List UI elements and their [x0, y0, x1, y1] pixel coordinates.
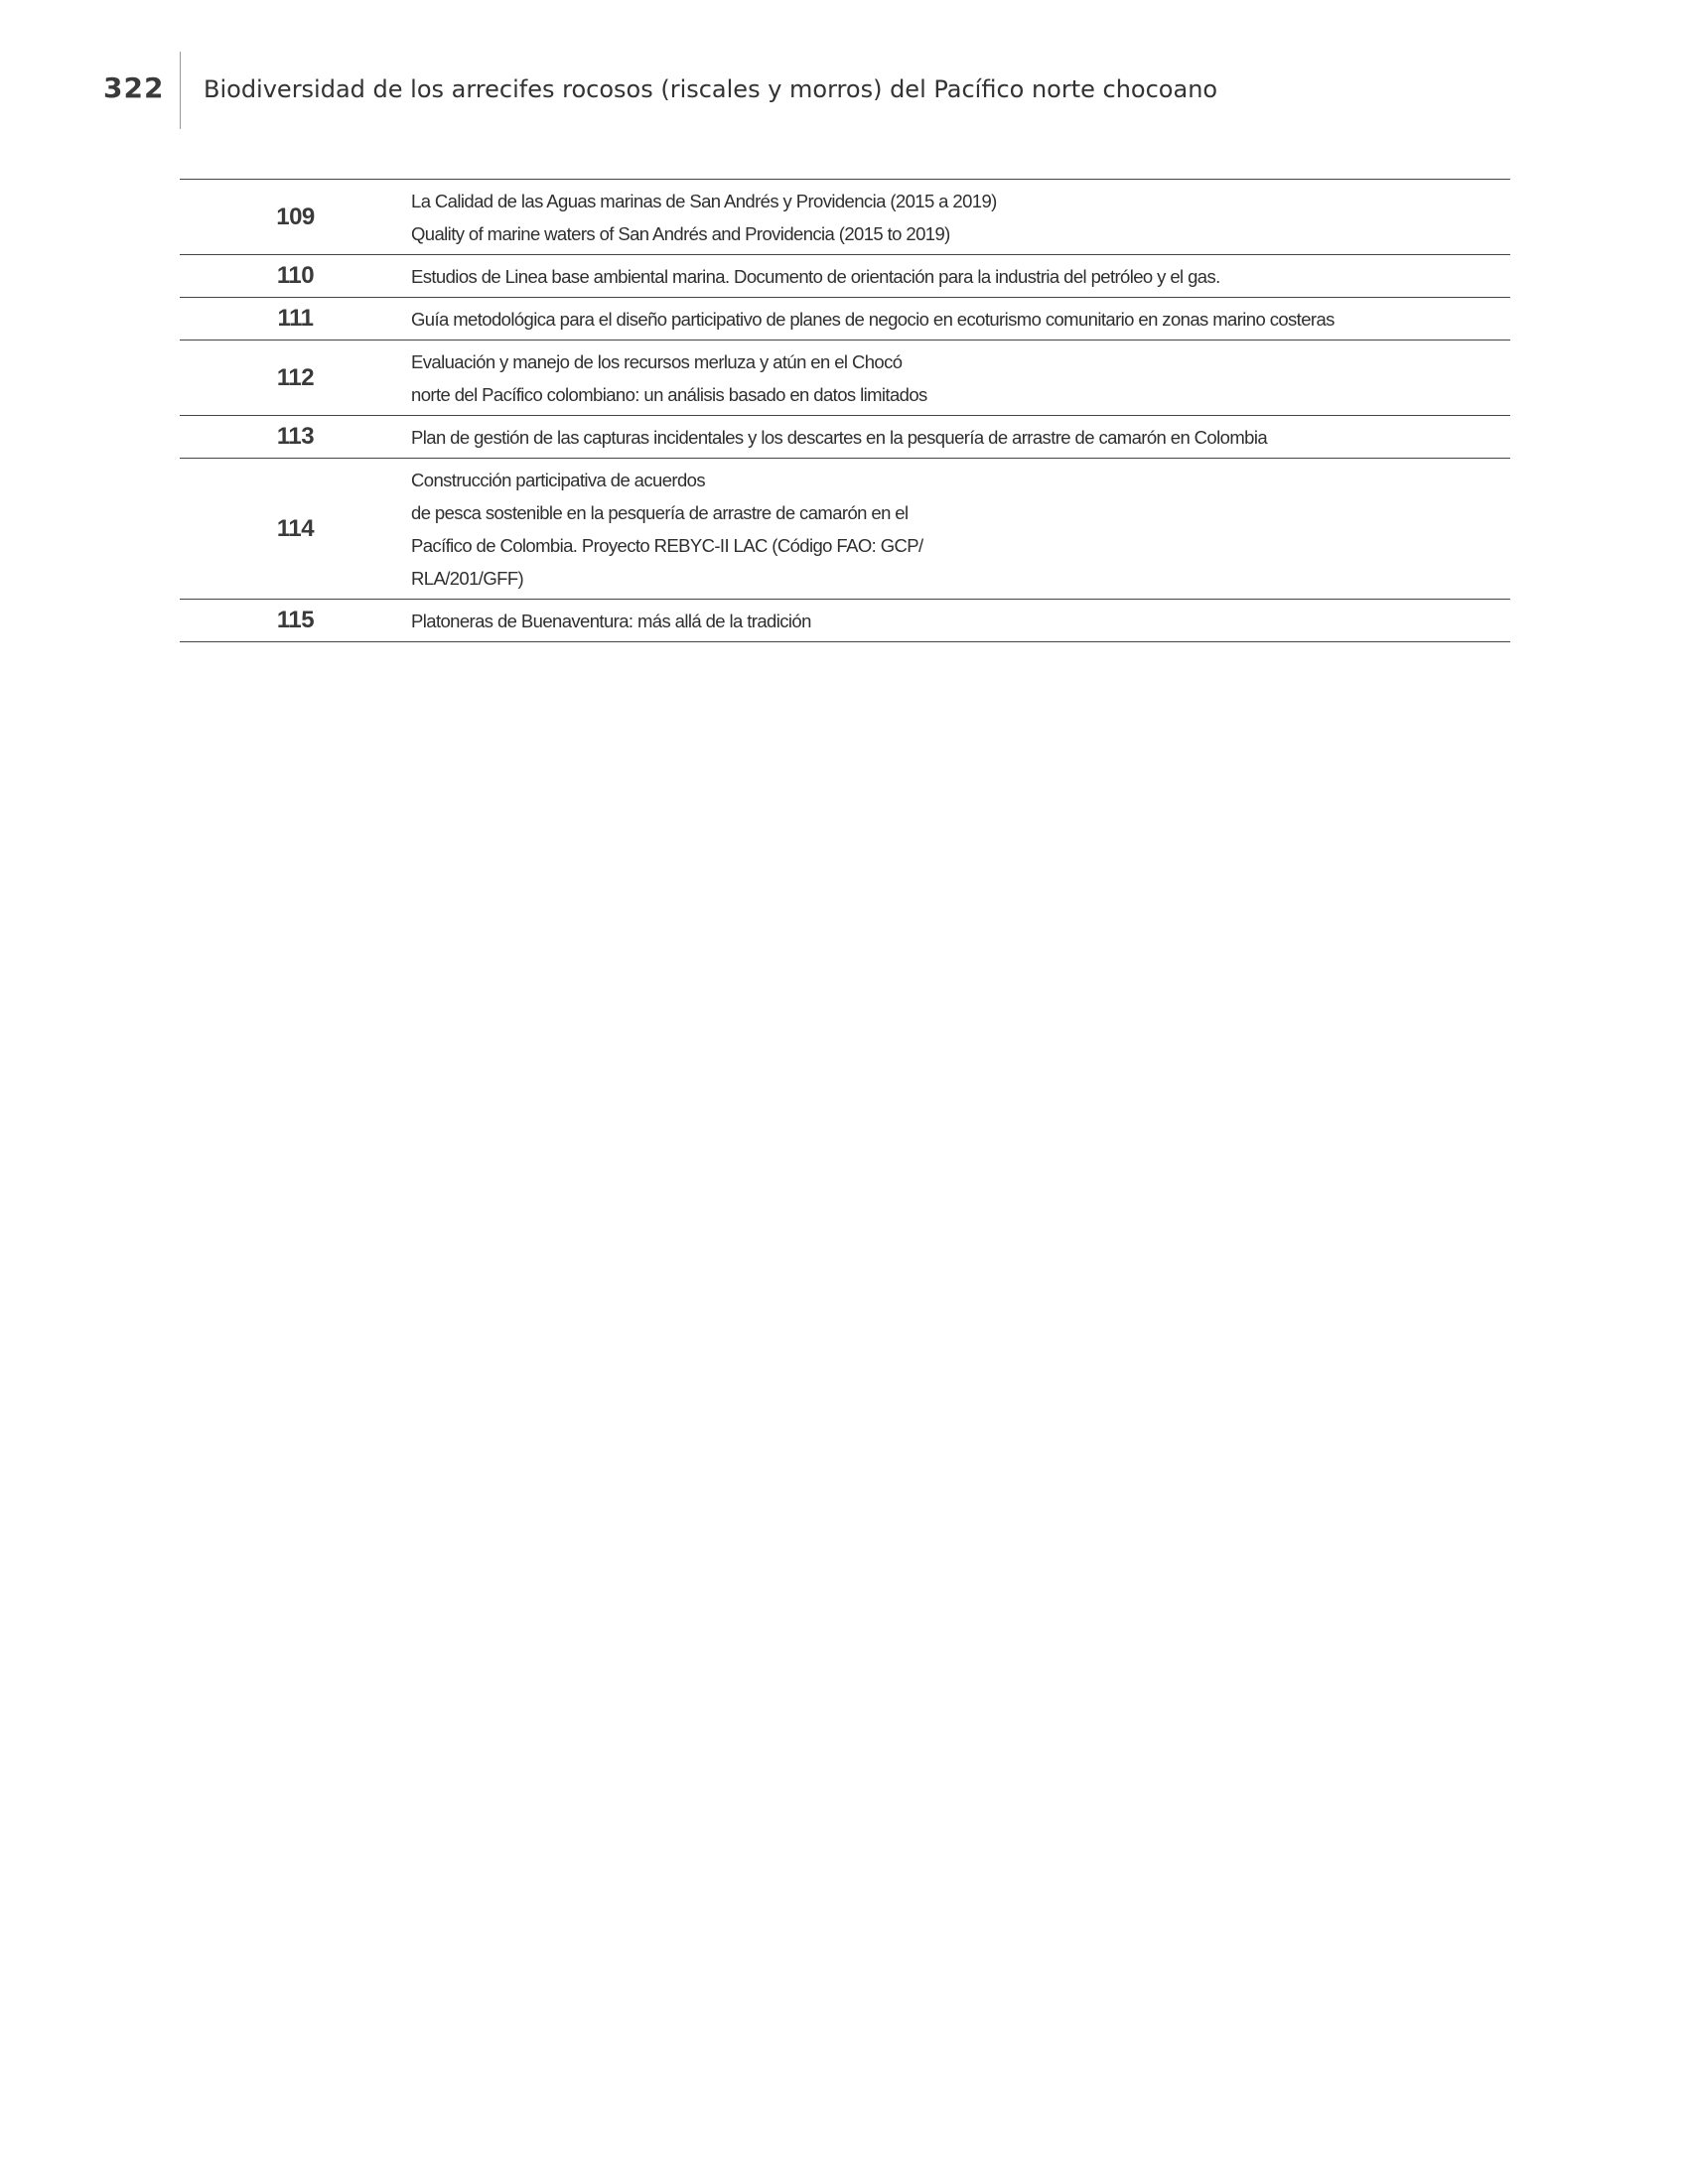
- reference-title: [411, 298, 1510, 341]
- reference-number: 115: [180, 600, 411, 642]
- reference-number: 112: [180, 341, 411, 416]
- table-row: [180, 298, 1510, 341]
- reference-number: 111: [180, 298, 411, 341]
- reference-title-line: Quality of marine waters of San Andrés and Providencia (2015 to 2019): [411, 223, 950, 244]
- reference-title: [411, 416, 1510, 459]
- reference-title-line: Estudios de Linea base ambiental marina. Documento de orientación para la industria del petróleo y el gas.: [411, 266, 1220, 287]
- reference-title-line: norte del Pacífico colombiano: un análisis basado en datos limitados: [411, 384, 927, 405]
- reference-title: [411, 255, 1510, 298]
- page-header: [0, 0, 1688, 139]
- reference-title-line: Pacífico de Colombia. Proyecto REBYC-II LAC (Código FAO: GCP/: [411, 535, 923, 556]
- table-row: [180, 459, 1510, 600]
- reference-number: 113: [180, 416, 411, 459]
- table-row: [180, 600, 1510, 642]
- reference-title-line: Platoneras de Buenaventura: más allá de la tradición: [411, 611, 811, 631]
- reference-number: 114: [180, 459, 411, 600]
- table-row: [180, 255, 1510, 298]
- reference-title: [411, 459, 1510, 600]
- reference-title-line: de pesca sostenible en la pesquería de arrastre de camarón en el: [411, 502, 909, 523]
- reference-number: 110: [180, 255, 411, 298]
- reference-title-line: Plan de gestión de las capturas incidentales y los descartes en la pesquería de arrastre de camarón en Colombia: [411, 427, 1268, 448]
- reference-title-line: Evaluación y manejo de los recursos merluza y atún en el Chocó: [411, 351, 903, 372]
- header-divider: [180, 52, 181, 129]
- reference-title-line: Construcción participativa de acuerdos: [411, 470, 705, 490]
- reference-number: 109: [180, 180, 411, 255]
- running-title: Biodiversidad de los arrecifes rocosos (riscales y morros) del Pacífico norte chocoano: [204, 75, 1218, 103]
- reference-table: [180, 179, 1510, 642]
- table-row: [180, 180, 1510, 255]
- table-row: [180, 416, 1510, 459]
- reference-title-line: RLA/201/GFF): [411, 568, 524, 589]
- reference-title-line: Guía metodológica para el diseño participativo de planes de negocio en ecoturismo comunitario en zonas marino costeras: [411, 309, 1335, 330]
- reference-title-line: La Calidad de las Aguas marinas de San Andrés y Providencia (2015 a 2019): [411, 191, 997, 211]
- reference-title: [411, 341, 1510, 416]
- reference-title: [411, 600, 1510, 642]
- reference-title: [411, 180, 1510, 255]
- page-number: 322: [103, 71, 165, 104]
- table-row: [180, 341, 1510, 416]
